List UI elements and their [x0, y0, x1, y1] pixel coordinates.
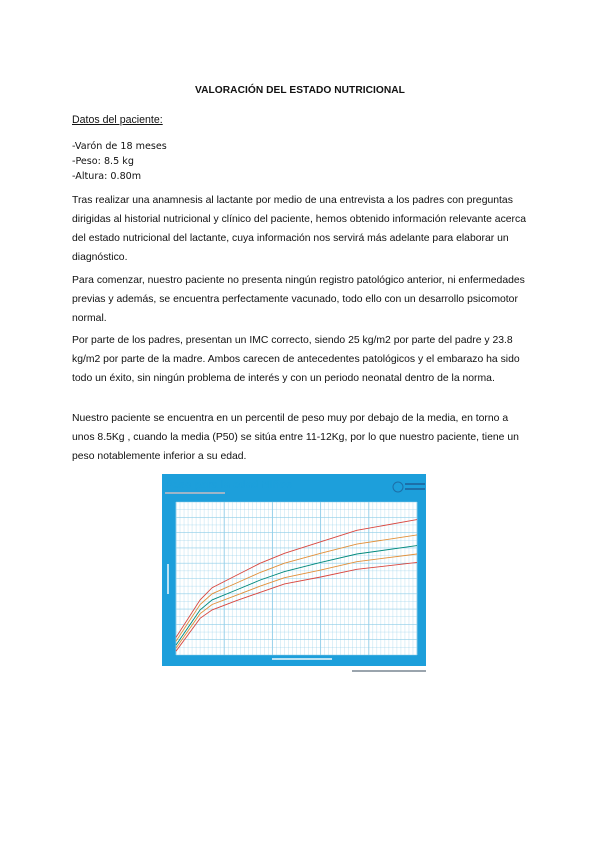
- chart-footer-note: [352, 670, 426, 672]
- patient-sex-age: -Varón de 18 meses: [72, 141, 167, 152]
- x-axis-label-block: [272, 658, 332, 660]
- chart-grid: [176, 502, 417, 655]
- chart-title: Peso para la edad Niños: [165, 479, 293, 491]
- growth-chart-svg: [162, 474, 439, 674]
- patient-weight: -Peso: 8.5 kg: [72, 156, 134, 167]
- paragraph-anamnesis: Tras realizar una anamnesis al lactante por medio de una entrevista a los padres con preguntas dirigidas al historial nutricional y clínico del paciente, hemos obtenido información relevante acerca del estado nutricional del lactante, cuya información nos servirá más adelante para elaborar un diagnóstico.: [72, 195, 526, 263]
- paragraph-percentile: Nuestro paciente se encuentra en un percentil de peso muy por debajo de la media, en torno a unos 8.5Kg , cuando la media (P50) se sitúa entre 11-12Kg, por lo que nuestro paciente, tiene un peso notablemente inferior a su edad.: [72, 413, 519, 462]
- document-title: VALORACIÓN DEL ESTADO NUTRICIONAL: [195, 85, 405, 96]
- paragraph-parents: Por parte de los padres, presentan un IMC correcto, siendo 25 kg/m2 por parte del padre y 23.8 kg/m2 por parte de la madre. Ambos carecen de antecedentes patológicos y el embarazo ha sido todo un éxito, sin ningún problema de interés y con un periodo neonatal dentro de la norma.: [72, 335, 520, 384]
- patient-data-heading: Datos del paciente:: [72, 114, 163, 126]
- y-axis-label-block: [167, 564, 169, 594]
- chart-subtitle-block: [165, 492, 225, 494]
- paragraph-history: Para comenzar, nuestro paciente no presenta ningún registro patológico anterior, ni enfermedades previas y además, se encuentra perfectamente vacunado, todo ello con un desarrollo psicomotor normal.: [72, 275, 525, 324]
- patient-data-list: [72, 139, 167, 184]
- growth-chart: [162, 474, 439, 674]
- patient-height: -Altura: 0.80m: [72, 171, 142, 182]
